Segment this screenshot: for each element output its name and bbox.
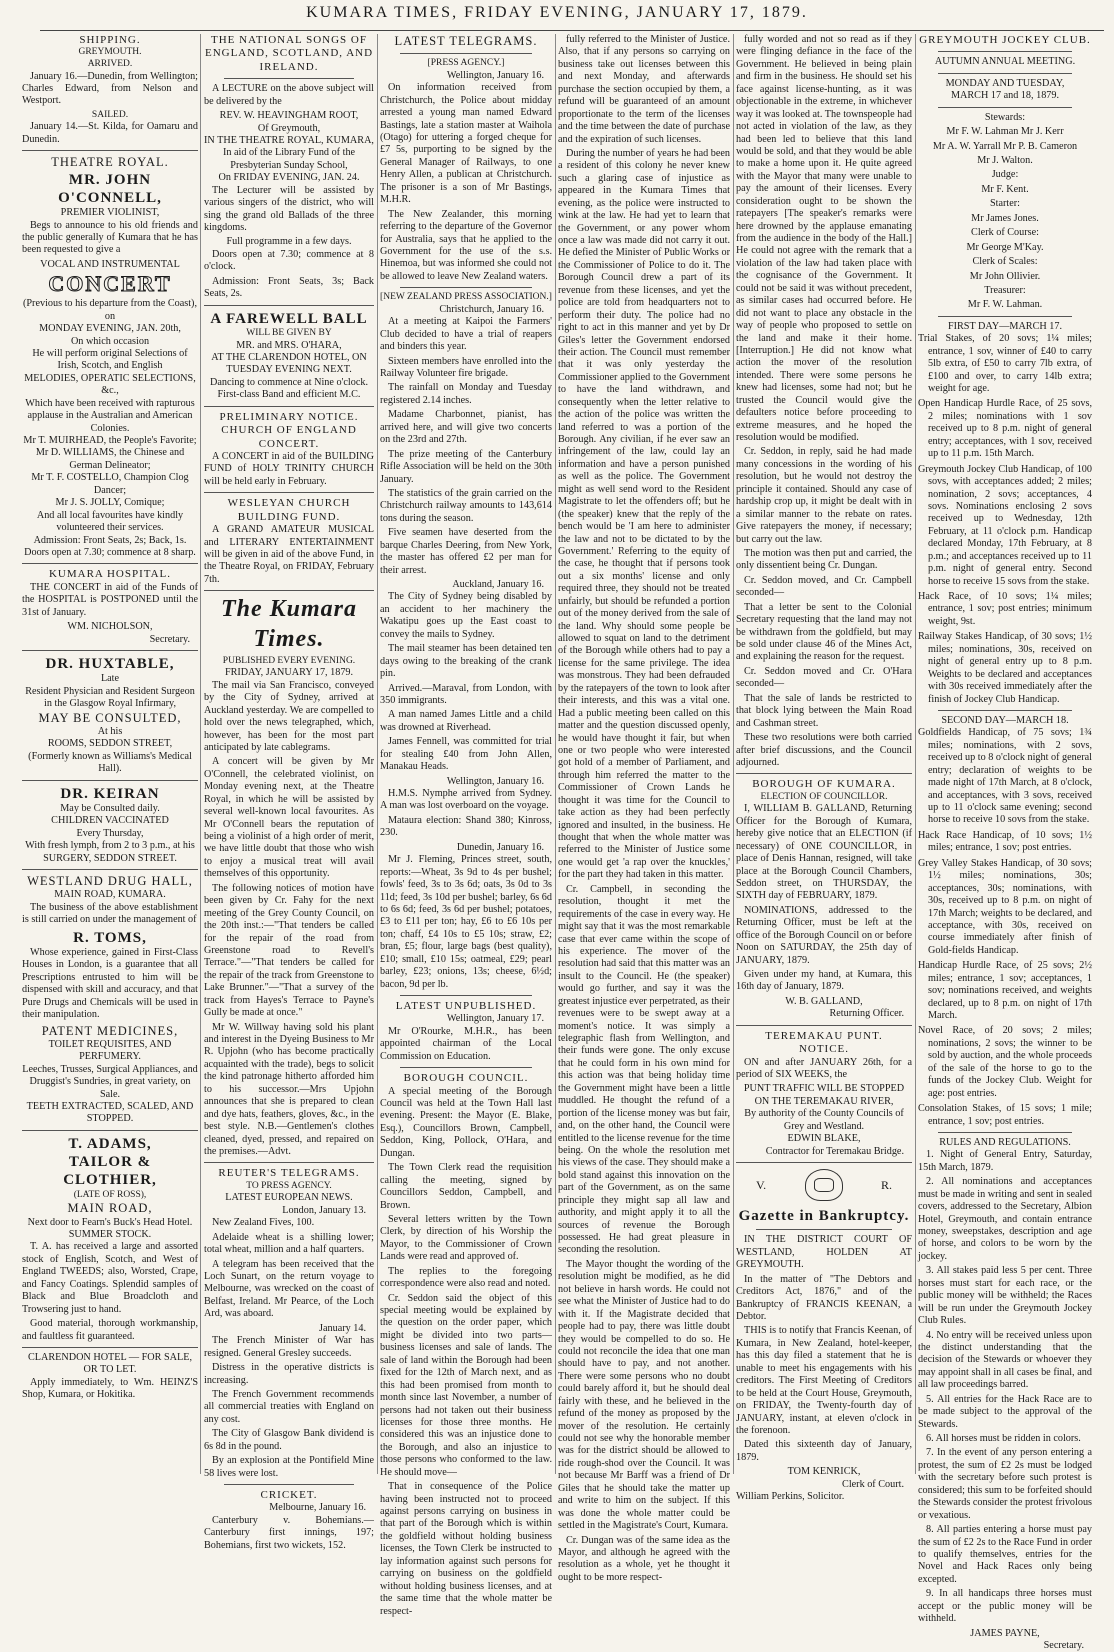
- clerk-name: Mr George M'Kay.: [966, 241, 1044, 253]
- council-paragraph: A special meeting of the Borough Council was held at the Town Hall last evening. Present: the Mayor (E. Blake, Esq.), Councillors Brown, Campbell, Seddon, King, Pollock, O'Hara, and Dungan.: [380, 1085, 552, 1159]
- lecture-text: A LECTURE on the above subject will be delivered by the: [204, 83, 374, 107]
- column-2: [204, 34, 374, 1551]
- council-paragraph: These two resolutions were both carried after brief discussions, and the Council adjourned.: [736, 732, 912, 768]
- telegram-paragraph: On information received from Christchurch, the Police about midday arrested a young man named Edward Bastings, late a station master at Waihola (Otago) for uttering a forged cheque for £7 5s, purporting to be signed by the General Manager of Railways, to one Henry Allen, a publican at Christchurch. The prisoner is a son of Mr Bastings, M.H.R.: [380, 82, 552, 206]
- performer-role: PREMIER VIOLINIST,: [60, 207, 160, 219]
- club-heading: GREYMOUTH JOCKEY CLUB.: [919, 34, 1091, 46]
- clerk-label: Clerk of Course:: [971, 227, 1039, 239]
- assisted-text: The Lecturer will be assisted by various singers of the district, who will sing the grand old Ballads of the three kingdoms.: [204, 184, 374, 234]
- reuters-item: Adelaide wheat is a shilling lower; total wheat, million and a half quarters.: [204, 1231, 374, 1256]
- election-text: I, WILLIAM B. GALLAND, Returning Officer for the Borough of Kumara, hereby give notice that an ELECTION (if necessary) of ONE COUNCILLOR, in place of Denis Hannan, resigned, will take place at the Borough Council Chambers, Seddon street, on THURSDAY, the SIXTH day of FEBRUARY, 1879.: [736, 803, 912, 902]
- race-entry: Novel Race, of 20 sovs; 2 miles; nominations, 2 sovs; the winner to be sold by auction, and the whole proceeds of the sale of the horse to go to the funds of the Jockey Club. Weight for age: post entries.: [918, 1025, 1092, 1099]
- leeches-line: Leeches, Trusses, Surgical Appliances, and Druggist's Sundries, in great variety, on Sale.: [22, 1063, 198, 1100]
- clarendon-heading: CLARENDON HOTEL — FOR SALE, OR TO LET.: [27, 1351, 193, 1376]
- reuters-item: Distress in the operative districts is increasing.: [204, 1362, 374, 1386]
- telegram-paragraph: Arrived.—Maraval, from London, with 350 immigrants.: [380, 682, 552, 706]
- race-entry: Trial Stakes, of 20 sovs; 1¼ miles; entrance, 1 sov, winner of £40 to carry 5lb extra, of £50 to carry 7lb extra, of £100 and over, to carry 14lb extra; weight for age.: [918, 333, 1092, 395]
- arrived-text: January 16.—Dunedin, from Wellington; Charles Edward, from Nelson and Westport.: [22, 70, 198, 107]
- artist-item: Mr D. WILLIAMS, the Chinese and German Delineator;: [35, 447, 185, 471]
- reuters-heading: REUTER'S TELEGRAMS.: [218, 1167, 360, 1180]
- election-heading: ELECTION OF COUNCILLOR.: [760, 791, 888, 802]
- thursday-line: Every Thursday,: [76, 827, 144, 839]
- tailor-heading: TAILOR & CLOTHIER,: [63, 1154, 157, 1189]
- london-date: London, January 13.: [282, 1204, 366, 1216]
- telegram-paragraph: H.M.S. Nymphe arrived from Sydney. A man was lost overboard on the voyage.: [380, 788, 552, 812]
- reuters-item: New Zealand Fives, 100.: [212, 1217, 315, 1229]
- telegram-paragraph: Mr J. Fleming, Princes street, south, reports:—Wheat, 3s 9d to 4s per bushel; fowls' feed, 3s to 3s 6d; oats, 3s 0d to 3s 11d; feed, 3s 10d per bushel; barley, 6s 6d to 6s 6d; feed, 3s 6d per bushel; potatoes, £3 to £11 per ton; hay, £6 to £6 10s per ton; chaff, £4 10s to £5 10s; straw, £2; bran, £5; flour, large bags (best quality), £10; small, £10 15s; oatmeal, £29; pearl barley, £23; onions, 13s; cheese, 6½d; bacon, 9d per lb.: [380, 854, 552, 990]
- european-heading: LATEST EUROPEAN NEWS.: [225, 1192, 353, 1204]
- day1-heading: FIRST DAY—MARCH 17.: [947, 320, 1063, 332]
- aid-text: In aid of the Library Fund of the Presbyterian Sunday School,: [222, 147, 356, 171]
- huxtable-heading: DR. HUXTABLE,: [45, 655, 175, 672]
- blake-role: Contractor for Teremakau Bridge.: [765, 1145, 904, 1157]
- rooms-text: (Formerly known as Williams's Medical Hall).: [28, 750, 192, 775]
- council-paragraph: Cr. Seddon moved, and Cr. Campbell seconded—: [736, 574, 912, 599]
- race-entry: Hack Race, of 10 sovs; 1¼ miles; entrance, 1 sov; post entries; minimum weight, 9st.: [918, 591, 1092, 627]
- artist-item: Mr T. F. COSTELLO, Champion Clog Dancer;: [31, 472, 189, 496]
- reuters-item: The French Minister of War has resigned. General Gresley succeeds.: [204, 1335, 374, 1359]
- church-heading: CHURCH OF ENGLAND CONCERT.: [221, 424, 357, 450]
- column-4: [558, 34, 730, 1583]
- council-heading: BOROUGH COUNCIL.: [403, 1072, 529, 1085]
- rule-item: 4. No entry will be received unless upon the distinct understanding that the decision of the Stewards or whoever they may appoint shall in all cases be final, and all law proceedings barred.: [918, 1329, 1092, 1391]
- jan14-date: January 14.: [319, 1322, 366, 1334]
- rule-item: 5. All entries for the Hack Race are to be made subject to the approval of the Stewards.: [918, 1393, 1092, 1430]
- cricket-text: Canterbury v. Bohemians.—Canterbury first innings, 197; Bohemians, first two wickets, 152.: [204, 1514, 374, 1551]
- punt-heading: TEREMAKAU PUNT.: [765, 1029, 883, 1042]
- steward-line: Mr J. Walton.: [977, 155, 1033, 167]
- telegram-paragraph: The rainfall on Monday and Tuesday registered 2.14 inches.: [380, 382, 552, 406]
- meeting-heading: AUTUMN ANNUAL MEETING.: [934, 56, 1076, 68]
- reuters-item: A telegram has been received that the Loch Sunart, on the return voyage to Melbourne, was wrecked on the coast of Belfast, Ireland. Mr Pearce, of the Loch Ard, was aboard.: [204, 1258, 374, 1320]
- hospital-signature: WM. NICHOLSON,: [67, 621, 153, 633]
- scales-name: Mr John Ollivier.: [969, 270, 1041, 282]
- lecture-venue: IN THE THEATRE ROYAL, KUMARA,: [204, 134, 374, 146]
- notice-heading: NOTICE.: [798, 1043, 850, 1056]
- favourites-text: And all local favourites have kindly volunteered their services.: [36, 509, 184, 534]
- dateline: Christchurch, January 16.: [439, 303, 544, 315]
- keiran-text: May be Consulted daily.: [60, 802, 160, 814]
- melodies-line: MELODIES, OPERATIC SELECTIONS, &c.,: [24, 372, 196, 397]
- reverend-name: REV. W. HEAVINGHAM ROOT,: [219, 110, 359, 122]
- council-paragraph: Cr. Seddon moved and Cr. O'Hara seconded—: [736, 665, 912, 690]
- treasurer-name: Mr F. W. Lahman.: [967, 299, 1043, 311]
- editorial-paragraph: The following notices of motion have been given by Cr. Fahy for the next meeting of the Grey County Council, on the 20th inst.:—"That tenders be called for the repair of the road from Greenstone road to Revell's Terrace."—"That tenders be called for the repair of the track from Greenstone to Lake Brunner."—"That a survey of the track from Hayes's Terrace to Payne's Gully be made at once.": [204, 882, 374, 1019]
- council-paragraph: The Mayor thought the wording of the resolution might be modified, as he did not believe in harsh words. He could not see what the Minister of Justice had to do with it. If the Magistrate decided that people had to pay, there was little doubt they would be compelled to do so. He could not reconcile the idea that one man should have to pay, and not another. There were some persons who no doubt could barely afford it, but he should deal fairly with these, and he believed in the refund of the money as proposed by the mover of the resolution. He certainly could not see why the honorable member was for the district should be allowed to ride rough-shod over the Council. It was not because Mr Barff was a friend of Dr Giles that he should take the matter up and write to him on the subject. If this was done the whole matter could be settled in the Magistrate's Court, Kumara.: [558, 1258, 730, 1532]
- royal-seal-row: [756, 1169, 892, 1201]
- vocal-line: VOCAL AND INSTRUMENTAL: [40, 258, 180, 270]
- rule-item: 2. All nominations and acceptances must be made in writing and sent in sealed covers, addressed to the Secretary, Albion Hotel, Greymouth, and contain entrance money, sweepstakes, description and age of horse, and colors to be worn by the jockey.: [918, 1176, 1092, 1262]
- theatre-heading: THEATRE ROYAL.: [51, 155, 169, 170]
- keiran-heading: DR. KEIRAN: [60, 785, 160, 802]
- ball-heading: A FAREWELL BALL: [210, 310, 368, 327]
- given-text: Given under my hand, at Kumara, this 16th day of January, 1879.: [736, 969, 912, 993]
- punt-text: ON and after JANUARY 26th, for a period of SIX WEEKS, the: [736, 1056, 912, 1081]
- race-entry: Consolation Stakes, of 15 sovs; 1 mile; entrance, 1 sov; post entries.: [918, 1103, 1092, 1127]
- to-press: TO PRESS AGENCY.: [246, 1180, 332, 1191]
- judge-label: Judge:: [991, 169, 1019, 181]
- nominations-text: NOMINATIONS, addressed to the Returning Officer, must be left at the office of the Borough Council on or before Noon on SATURDAY, the 25th day of JANUARY, 1879.: [736, 904, 912, 966]
- race-entry: Railway Stakes Handicap, of 30 sovs; 1½ miles; nominations, 30s, received on night of general entry up to 8 p.m. Weights to be declared and acceptances with 30s received immediately after the finish of Jockey Club Handicap.: [918, 631, 1092, 705]
- solicitor-line: William Perkins, Solicitor.: [736, 1491, 845, 1503]
- admission-text: Admission: Front Seats, 2s; Back, 1s.: [33, 534, 187, 546]
- seal-r: R.: [880, 1177, 892, 1192]
- punt-authority: By authority of the County Councils of Grey and Westland.: [744, 1108, 904, 1132]
- race-entry: Greymouth Jockey Club Handicap, of 100 sovs, with acceptances added; 2 miles; nomination, 2 sovs; acceptances, 4 sovs. Nominations enclosing 2 sovs received up to Wednesday, 12th February, at 11 o'clock p.m. Handicap declared Monday, 17th February, at 8 p.m.; and acceptances received up to 11 p.m. night of general entry. Second horse to receive 15 sovs from the stake.: [918, 463, 1092, 587]
- toms-heading: R. TOMS,: [73, 929, 147, 946]
- day2-heading: SECOND DAY—MARCH 18.: [941, 714, 1069, 726]
- editorial-paragraph: The mail via San Francisco, conveyed by the City of Sydney, arrived at Auckland yesterday. We are compelled to hold over the news telegraphed, which, however, has been for the most part anticipated by late cablegrams.: [204, 679, 374, 753]
- next-door: Next door to Fearn's Buck's Head Hotel.: [27, 1216, 193, 1228]
- telegram-paragraph: The New Zealander, this morning referring to the departure of the Governor for Australia, says that he applied to the Government for the use of the s.s. Hinemoa, but was informed she could not be allowed to leave New Zealand waters.: [380, 208, 552, 282]
- telegram-paragraph: Sixteen members have enrolled into the Railway Volunteer fire brigade.: [380, 355, 552, 380]
- matter-text: In the matter of "The Debtors and Creditors Act, 1876," and of the Bankruptcy of FRANCIS KEENAN, a Debtor.: [736, 1273, 912, 1323]
- doors-text: Doors open at 7.30; commence at 8 sharp.: [24, 546, 196, 558]
- drug-text: The business of the above establishment is still carried on under the management of: [22, 901, 198, 926]
- late-ross: (LATE OF ROSS),: [73, 1189, 147, 1200]
- workmanship-text: Good material, thorough workmanship, and faultless fit guaranteed.: [22, 1318, 198, 1342]
- race-entry: Goldfields Handicap, of 75 sovs; 1¾ miles; nominations, with 2 sovs, received up to 8 o'clock night of general entry; declaration of weights to be made night of 17th March, at 8 o'clock, and acceptances, with 3 sovs, received up to 11 o'clock same evening; second horse to receive 10 sovs from the stake.: [918, 727, 1092, 826]
- teeth-line: TEETH EXTRACTED, SCALED, AND STOPPED.: [26, 1100, 194, 1125]
- council-paragraph: The motion was then put and carried, the only dissentient being Cr. Dungan.: [736, 547, 912, 572]
- steward-line: Mr F. W. Lahman Mr J. Kerr: [946, 126, 1064, 138]
- wesleyan-text: A GRAND AMATEUR MUSICAL and LITERARY ENTERTAINMENT will be given in aid of the above Fund, in the Theatre Royal, on FRIDAY, February 7th.: [204, 524, 374, 585]
- race-days: MONDAY AND TUESDAY,: [945, 77, 1065, 89]
- council-paragraph: fully worded and not so read as if they were flinging defiance in the face of the Government. He believed in being plain and firm in the business. He should set his face against license-hunting, as it was objectionable in the extreme, in whichever way it was looked at. The townspeople had not acted in violation of the law, as they had been led to believe that this land would be sold, and that they would be able to make a home upon it. He quite agreed with the Mayor that many were unable to pay the amount of their licenses. Every consideration ought to be shown the ratepayers [The speaker's remarks were here drowned by the applause emanating from the audience in the body of the Hall.] He could not agree with the remark that a violation of the law had taken place with the cognisance of the Government. It could not be said it was without precedent, as similar cases had occurred before. He did not want to place any obstacle in the way of people who proposed to settle on the land and make it their home. [Interruption.] He did not know what action the mover of the resolution intended. There were some persons he knew had licenses, some had not; but he trusted the Council would give the defaulters notice before proceeding to extreme measures, and he hoped the resolution would be modified.: [736, 34, 912, 443]
- lymph-line: With fresh lymph, from 2 to 3 p.m., at his: [25, 840, 195, 852]
- column-divider: [555, 34, 556, 1474]
- surgery-line: SURGERY, SEDDON STREET.: [43, 852, 177, 864]
- masthead-rule: [40, 30, 1104, 31]
- stewards-label: Stewards:: [984, 111, 1026, 123]
- theatre-text: Begs to announce to his old friends and the public generally of Kumara that he has been requested to give a: [22, 219, 198, 256]
- telegram-paragraph: Mataura election: Shand 380; Kinross, 230.: [380, 814, 552, 839]
- council-paragraph: The replies to the foregoing correspondence were also read and noted.: [380, 1265, 552, 1290]
- toms-text: Whose experience, gained in First-Class Houses in London, is a guarantee that all Prescriptions entrusted to him will be dispensed with skill and accuracy, and that Pure Drugs and Chemicals will be used in their manipulation.: [22, 946, 198, 1021]
- steward-line: Mr A. W. Yarrall Mr P. B. Cameron: [932, 140, 1078, 152]
- dateline: Auckland, January 16.: [452, 579, 544, 591]
- unpublished-heading: LATEST UNPUBLISHED.: [395, 1000, 537, 1013]
- treasurer-label: Treasurer:: [984, 284, 1026, 296]
- port-heading: GREYMOUTH.: [78, 47, 142, 58]
- vaccinated-line: CHILDREN VACCINATED: [51, 815, 169, 827]
- council-paragraph: During the number of years he had been a resident of this colony he never knew such a glaring case of injustice as appeared in the Kumara Times that evening, as the police were instructed to wink at the law. He had yet to learn that the Government, or any power whom once a law was made did not carry it out. He defied the Minister of Public Works or the Commissioner of Police to do it. The Borough Council drew a part of its revenue from these licenses, and yet the police are told from headquarters not to perform their duty. The police had no right to act in this manner and yet by Dr Giles's letter the Government endorsed their action. The Council must remember that it was only yesterday the Commissioner applied to the Government to have the land withdrawn, and consequently when the letter relative to the action of the police was written the land referred to was a portion of the Borough. Any civilian, if he ever saw an infringement of the law, could lay an information and have a person punished as well as the police. The Government might as well send word to the Resident Magistrate to let the offenders off; but he (the speaker) knew that the reply of the bench would be 'I am here to administer the law and not to be dictated to by the Government.' Referring to the equity of the case, he thought that if persons took out a six months' license and only required three, they should not be treated unfairly, but should be refunded a portion out of the money derived from the sale of the land. Why should some people be allowed to squat on land to the detriment of the Borough while others had to pay a license for the same privilege. The idea was monstrous. They had been defrauded by the ratepayers of the town to look after their interests, and this was a vital one. Had a public meeting been called on this matter and the question discussed openly, he would have thought it fair, but when one or two people who were interested got hold of a member of Parliament, and through him referred the matter to the Commissioner of Crown Lands he thought it was time for the Council to take action as they had been perfectly ignored and insulted, in the business. He thought that when the whole matter was referred to the Minister of Justice some one would get 'a rap over the knuckles,' for the part they had taken in this matter.: [558, 147, 730, 881]
- column-1: [22, 34, 198, 1474]
- telegram-paragraph: Mr O'Rourke, M.H.R., has been appointed chairman of the Local Commission on Education.: [380, 1025, 552, 1062]
- race-dates: MARCH 17 and 18, 1879.: [950, 90, 1060, 102]
- cricket-heading: CRICKET.: [260, 1489, 318, 1502]
- punt-river: ON THE TEREMAKAU RIVER,: [754, 1095, 894, 1107]
- rule-item: 8. All parties entering a horse must pay the sum of £2 2s to the Race Fund in order to qualify themselves, entries for the Novel and Hack Races only being excepted.: [918, 1524, 1092, 1585]
- race-entry: Open Handicap Hurdle Race, of 25 sovs, 2 miles; nominations with 1 sov received up to 8 p.m. night of general entry; acceptances, with 1 sov, received up to 11 p.m. 15th March.: [918, 398, 1092, 460]
- ball-date: TUESDAY EVENING NEXT.: [226, 364, 352, 376]
- previous-line: (Previous to his departure from the Coast), on: [23, 298, 197, 322]
- rule-item: 9. In all handicaps three horses must accept or the public money will be withheld.: [918, 1588, 1092, 1625]
- clarendon-text: Apply immediately, to Wm. HEINZ'S Shop, Kumara, or Hokitika.: [22, 1376, 198, 1401]
- hospital-heading: KUMARA HOSPITAL.: [48, 568, 172, 581]
- telegram-paragraph: The statistics of the grain carried on the Christchurch railway amounts to 143,614 tons during the season.: [380, 487, 552, 524]
- concert-date: MONDAY EVENING, JAN. 20th,: [39, 323, 181, 335]
- of-greymouth: Of Greymouth,: [257, 122, 321, 134]
- dancing-text: Dancing to commence at Nine o'clock.: [210, 376, 368, 388]
- published-line: PUBLISHED EVERY EVENING.: [222, 655, 356, 666]
- column-3: [380, 34, 552, 1617]
- council-paragraph: That the sale of lands be restricted to that block lying between the Main Road and Cashman street.: [736, 692, 912, 729]
- column-divider: [377, 34, 378, 1474]
- reuters-item: The French Government recommends all commercial treaties with England on any cost.: [204, 1388, 374, 1425]
- punt-traffic: PUNT TRAFFIC WILL BE STOPPED: [743, 1083, 905, 1095]
- summer-heading: SUMMER STOCK.: [68, 1229, 152, 1241]
- council-paragraph: That a letter be sent to the Colonial Secretary requesting that the land may not be withdrawn from the goldfield, but may be sold under clause 46 of the Mines Act, and explaining the reason for the request.: [736, 601, 912, 663]
- telegram-paragraph: Madame Charbonnet, pianist, has arrived here, and will give two concerts on the 23rd and 27th.: [380, 409, 552, 446]
- council-paragraph: Cr. Dungan was of the same idea as the Mayor, and although he agreed with the resolution as a whole, yet he thought it ought to be more respect-: [558, 1534, 730, 1583]
- secretary-role: Secretary.: [1043, 1640, 1084, 1652]
- council-paragraph: fully referred to the Minister of Justice. Also, that if any persons so carrying on business take out licenses between this and next Monday, and afterwards purchase the section occupied by them, a refund will be guaranteed of an amount proportionate to the term of the licenses and the time between the date of purchase and the expiration of such licenses.: [558, 34, 730, 145]
- kenrick-role: Clerk of Court.: [842, 1478, 904, 1490]
- church-text: A CONCERT in aid of the BUILDING FUND of HOLY TRINITY CHURCH will be held early in February.: [204, 450, 374, 487]
- rule-item: 6. All horses must be ridden in colors.: [926, 1433, 1081, 1445]
- wesleyan-heading: WESLEYAN CHURCH BUILDING FUND.: [227, 497, 351, 523]
- reuters-item: The City of Glasgow Bank dividend is 6s 8d in the pound.: [204, 1428, 374, 1452]
- ball-hosts: MR. and MRS. O'HARA,: [236, 339, 342, 351]
- dateline: Dunedin, January 16.: [456, 841, 544, 853]
- rooms-line: ROOMS, SEDDON STREET,: [47, 738, 173, 750]
- ball-given: WILL BE GIVEN BY: [246, 327, 332, 338]
- press-agency: [PRESS AGENCY.]: [427, 58, 505, 69]
- occasion-line: On which occasion: [70, 335, 150, 347]
- telegrams-heading: LATEST TELEGRAMS.: [394, 34, 538, 48]
- court-heading: IN THE DISTRICT COURT OF WESTLAND, HOLDEN AT GREYMOUTH.: [736, 1234, 912, 1271]
- band-text: First-class Band and efficient M.C.: [217, 389, 361, 401]
- sailed-label: SAILED.: [91, 109, 129, 120]
- telegram-paragraph: James Fennell, was committed for trial for stealing £40 from John Allen, Manakau Heads.: [380, 736, 552, 773]
- patent-heading: PATENT MEDICINES,: [41, 1023, 179, 1038]
- kenrick-signature: TOM KENRICK,: [787, 1466, 861, 1478]
- gazette-heading: Gazette in Bankruptcy.: [738, 1208, 910, 1225]
- council-paragraph: Several letters written by the Town Clerk, by direction of his Worship the Mayor, to the Commissioner of Crown Lands were read and approved of.: [380, 1213, 552, 1263]
- cricket-date: Melbourne, January 16.: [269, 1502, 366, 1514]
- hospital-text: THE CONCERT in aid of the Funds of the HOSPITAL is POSTPONED until the 31st of January.: [22, 581, 198, 618]
- consulted-heading: MAY BE CONSULTED,: [38, 710, 182, 725]
- secretary-signature: JAMES PAYNE,: [970, 1627, 1040, 1639]
- toilet-line: TOILET REQUISITES, AND PERFUMERY.: [48, 1038, 172, 1063]
- telegram-paragraph: Five seamen have deserted from the barque Charles Deering, from New York, the master has offered £2 per man for their arrest.: [380, 527, 552, 576]
- songs-heading: THE NATIONAL SONGS OF ENGLAND, SCOTLAND, AND IRELAND.: [204, 34, 374, 73]
- column-divider: [200, 34, 201, 1474]
- seal-v: V.: [756, 1177, 767, 1192]
- at-his: At his: [97, 725, 123, 737]
- column-divider: [915, 34, 916, 1474]
- performer-name: MR. JOHN O'CONNELL,: [58, 171, 162, 206]
- judge-name: Mr F. Kent.: [981, 183, 1029, 195]
- telegram-paragraph: The mail steamer has been detained ten days owing to the breaking of the crank pin.: [380, 643, 552, 680]
- race-entry: Grey Valley Stakes Handicap, of 30 sovs; 1½ miles; nominations, 30s; acceptances, 30s; nominations, with 30s, received up to 8 p.m. on night of 17th March; weights to be declared, and acceptance, with 30s, received on course immediately after finish of Gold-fields Handicap.: [918, 857, 1092, 956]
- scales-label: Clerk of Scales:: [972, 256, 1038, 268]
- column-divider: [733, 34, 734, 1474]
- dateline: Wellington, January 16.: [446, 69, 544, 81]
- council-paragraph: Cr. Seddon, in reply, said he had made many concessions in the wording of his resolution, but he would not destroy the principle it contained. Should any case of hardship crop up, it might be dealt with in a similar manner to the rebate on rates. Give ratepayers the money, if necessary; but carry out the law.: [736, 446, 912, 545]
- column-6: [918, 34, 1092, 1652]
- drug-hall-heading: WESTLAND DRUG HALL,: [27, 874, 193, 889]
- masthead: KUMARA TIMES, FRIDAY EVENING, JANUARY 17, 1879.: [306, 4, 808, 21]
- galland-role: Returning Officer.: [829, 1008, 904, 1020]
- bankruptcy-text: THIS is to notify that Francis Keenan, of Kumara, in New Zealand, hotel-keeper, has this day filed a statement that he is unable to meet his engagements with his creditors. The First Meeting of Creditors to be held at the Court House, Greymouth, on FRIDAY, the Twenty-fourth day of JANUARY, instant, at eleven o'clock in the forenoon.: [736, 1325, 912, 1436]
- telegram-paragraph: A man named James Little and a child was drowned at Riverhead.: [380, 709, 552, 733]
- race-entry: Hack Race Handicap, of 10 sovs; 1½ miles; entrance, 1 sov; post entries.: [918, 829, 1092, 854]
- adams-heading: T. ADAMS,: [68, 1135, 152, 1152]
- stock-text: T. A. has received a large and assorted stock of English, Scotch, and West of England TWEEDS; also, Worsted, Crape, and Fancy Coatings. Splendid samples of Black and Blue Broadcloth and Trowsering just to hand.: [22, 1241, 198, 1315]
- race-entry: Handicap Hurdle Race, of 25 sovs; 2½ miles; entrance, 1 sov; acceptances, 1 sov; nominations received, and weights declared, up to 8 p.m. on night of 17th March.: [918, 960, 1092, 1022]
- paper-title: The Kumara Times.: [220, 596, 358, 652]
- telegram-paragraph: The City of Sydney being disabled by an accident to her machinery the Wakatipu goes up the East coast to convey the mails to Sydney.: [380, 591, 552, 640]
- huxtable-text: Resident Physician and Resident Surgeon in the Glasgow Royal Infirmary,: [25, 685, 195, 710]
- lecture-date: On FRIDAY EVENING, JAN. 24.: [218, 172, 360, 184]
- admission-text: Admission: Front Seats, 3s; Back Seats, 2s.: [204, 275, 374, 300]
- arrived-label: ARRIVED.: [87, 58, 133, 69]
- reuters-item: By an explosion at the Pontifield Mine 58 lives were lost.: [204, 1455, 374, 1479]
- rule-item: 7. In the event of any person entering a protest, the sum of £2 2s must be lodged with the secretary before such protest is considered; this sum to be forfeited should the Stewards consider the protest frivolous or vexatious.: [918, 1447, 1092, 1521]
- ball-venue: AT THE CLARENDON HOTEL, ON: [211, 351, 367, 363]
- notice-heading: PRELIMINARY NOTICE.: [219, 410, 359, 423]
- blake-signature: EDWIN BLAKE,: [787, 1133, 861, 1145]
- telegram-paragraph: At a meeting at Kaipoi the Farmers' Club decided to have a trial of reapers and binders this year.: [380, 316, 552, 353]
- rules-heading: RULES AND REGULATIONS.: [939, 1136, 1071, 1148]
- rule-item: 3. All stakes paid less 5 per cent. Three horses must start for each race, or the public money will be withheld; the Races will be run under the Greymouth Jockey Club Rules.: [918, 1265, 1092, 1327]
- dateline: Wellington, January 17.: [446, 1013, 544, 1025]
- dateline: Wellington, January 16.: [446, 775, 544, 787]
- programme-text: Full programme in a few days.: [226, 236, 352, 248]
- received-text: Which have been received with rapturous applause in the Australian and American Colonies.: [25, 397, 195, 434]
- perform-text: He will perform original Selections of Irish, Scotch, and English: [32, 347, 188, 372]
- royal-crest-icon: [805, 1169, 843, 1201]
- telegram-paragraph: The prize meeting of the Canterbury Rifle Association will be held on the 30th January.: [380, 448, 552, 485]
- shipping-heading: SHIPPING.: [79, 34, 141, 46]
- concert-heading: CONCERT: [48, 271, 172, 297]
- council-paragraph: The Town Clerk read the requisition calling the meeting, signed by Councillors Seddon, Campbell, and Brown.: [380, 1162, 552, 1211]
- huxtable-late: Late: [100, 673, 120, 685]
- artist-item: Mr J. S. JOLLY, Comique;: [55, 497, 165, 509]
- artist-item: Mr T. MUIRHEAD, the People's Favorite;: [23, 435, 197, 446]
- nz-press: [NEW ZEALAND PRESS ASSOCIATION.]: [380, 292, 552, 303]
- starter-name: Mr James Jones.: [971, 212, 1039, 224]
- editorial-paragraph: Mr W. Willway having sold his plant and interest in the Dyeing Business to Mr R. Upjohn (who has become practically acquainted with the trade), begs to solicit the kind patronage hitherto afforded him to his successor.—Mrs Upjohn announces that she is prepared to clean and dye hats, feathers, gloves, &c., in the best style. N.B.—Gentlemen's clothes cleaned, dyed, pressed, and repaired on the premises.—Advt.: [204, 1021, 374, 1157]
- main-road: MAIN ROAD,: [67, 1201, 153, 1216]
- column-5: [736, 34, 912, 1503]
- sailed-text: January 14.—St. Kilda, for Oamaru and Dunedin.: [22, 121, 198, 145]
- borough-heading: BOROUGH OF KUMARA.: [752, 778, 896, 791]
- starter-label: Starter:: [990, 198, 1020, 210]
- rule-item: 1. Night of General Entry, Saturday, 15th March, 1879.: [918, 1149, 1092, 1173]
- doors-text: Doors open at 7.30; commence at 8 o'clock.: [204, 248, 374, 273]
- council-paragraph: Cr. Campbell, in seconding the resolution, thought it met the requirements of the case in every way. He might say that it was the most remarkable case that ever came within the scope of his experience. The mover of the resolution had said that this matter was an insult to the Council. He (the speaker) would go further, and say it was the greatest injustice ever perpetrated, as their revenues were to be swept away at a moment's notice. It was simply a telegraphic flash from Wellington, and their funds were gone. The only excuse that he could form in his own mind for this action was that being holiday time the Government might have been a little muddled. He thought the refund of a portion of the license money was but fair, and, on the other hand, the Council were entitled to the license revenue for the time being. On the whole the resolution met his views of the case. They should make a bold stand against this innovation on the part of the Government, as on the same principle they might sap all law and authority, and might apply it to all the sources of revenue the Borough possessed. He had great pleasure in seconding the resolution.: [558, 883, 730, 1256]
- hospital-signature-role: Secretary.: [149, 633, 190, 645]
- editorial-paragraph: A concert will be given by Mr O'Connell, the celebrated violinist, on Monday evening next, at the Theatre Royal, in which he will be assisted by several well-known local favourites. As Mr O'Connell bears the reputation of being a violinist of a high order of merit, we have little doubt that those who wish to enjoy a musical treat will avail themselves of this opportunity.: [204, 756, 374, 880]
- drug-road: MAIN ROAD, KUMARA.: [54, 889, 166, 901]
- council-paragraph: Cr. Seddon said the object of this special meeting would be explained by the question on the order paper, which might be divided into two parts—business licenses and sale of lands. The sale of land within the Borough had been fixed for the 12th of March next, and as this had been promised from month to month since last November, a number of persons had not taken out their business licenses for those three months. He considered this was an injustice done to the Borough, and also an injustice to those persons who conformed to the law. He should move—: [380, 1292, 552, 1478]
- dated-text: Dated this sixteenth day of January, 1879.: [736, 1439, 912, 1463]
- council-paragraph: That in consequence of the Police having been instructed not to proceed against persons carrying on business in that part of the Borough which is within the goldfield without holding business licenses, the Town Clerk be instructed to lay information against such persons for carrying on business on the goldfield without holding business licenses, and at the same time that the whole matter be respect-: [380, 1481, 552, 1617]
- issue-date: FRIDAY, JANUARY 17, 1879.: [224, 667, 354, 679]
- galland-signature: W. B. GALLAND,: [785, 995, 863, 1007]
